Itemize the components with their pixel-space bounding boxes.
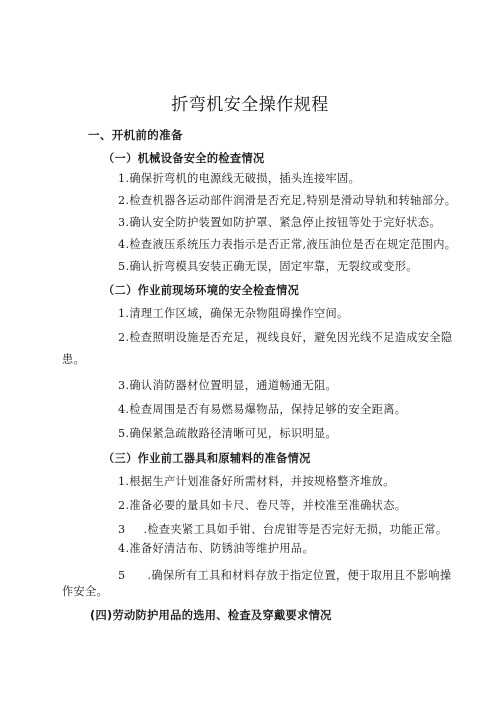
list-item: 3.确认消防器材位置明显，通道畅通无阻。: [118, 379, 338, 392]
subsection-heading-2: （二）作业前现场环境的安全检查情况: [103, 284, 300, 297]
subsection-heading-1: （一）机械设备安全的检查情况: [103, 152, 265, 165]
subsection-heading-3: （三）作业前工器具和原辅料的准备情况: [103, 452, 311, 465]
list-item: 2.检查照明设施是否充足，视线良好，避免因光线不足造成安全隐: [118, 331, 453, 344]
document-title: 折弯机安全操作规程: [171, 95, 329, 115]
list-item: 4.检查液压系统压力表指示是否正常,液压油位是否在规定范围内。: [118, 238, 457, 251]
list-item: 2.准备必要的量具如卡尺、卷尺等，并校准至准确状态。: [118, 499, 407, 512]
list-item: 3.确认安全防护装置如防护罩、紧急停止按钮等处于完好状态。: [118, 216, 441, 229]
list-item: 5.确认折弯模具安装正确无误，固定牢靠，无裂纹或变形。: [118, 260, 418, 273]
list-item: 4.检查周围是否有易燃易爆物品，保持足够的安全距离。: [118, 403, 407, 416]
list-item-continuation: 患。: [62, 353, 86, 366]
list-item: 3 .检查夹紧工具如手钳、台虎钳等是否完好无损，功能正常。: [118, 523, 448, 536]
list-item: 1.清理工作区域，确保无杂物阻碍操作空间。: [118, 307, 349, 320]
list-item: 5 .确保所有工具和材料存放于指定位置，便于取用且不影响操: [118, 569, 452, 582]
list-item: 5.确保紧急疏散路径清晰可见，标识明显。: [118, 427, 338, 440]
subsection-heading-4: (四)劳动防护用品的选用、检查及穿戴要求情况: [90, 609, 332, 622]
section-heading: 一、开机前的准备: [88, 128, 183, 142]
list-item: 1.确保折弯机的电源线无破损，插头连接牢固。: [118, 172, 361, 185]
list-item: 2.检查机器各运动部件润滑是否充足,特别是滑动导轨和转轴部分。: [118, 194, 457, 207]
list-item-continuation: 作安全。: [62, 585, 109, 598]
list-item: 4.准备好清洁布、防锈油等维护用品。: [118, 542, 314, 555]
list-item: 1.根据生产计划准备好所需材料，并按规格整齐堆放。: [118, 475, 395, 488]
